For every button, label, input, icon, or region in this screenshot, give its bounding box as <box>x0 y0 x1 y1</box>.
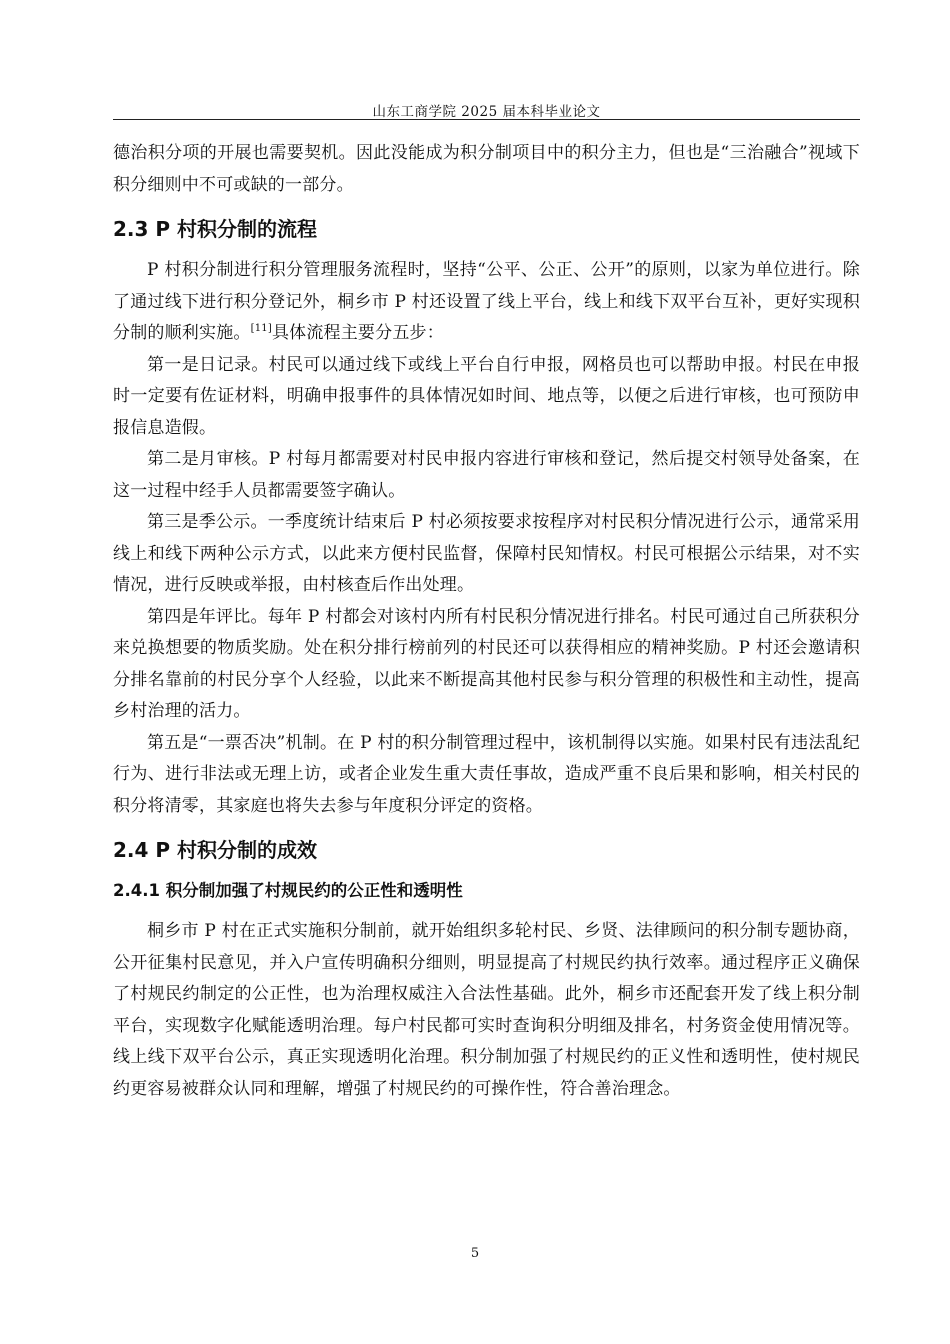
step-paragraph-5: 第五是“一票否决”机制。在 P 村的积分制管理过程中，该机制得以实施。如果村民有违法乱纪行为、进行非法或无理上访，或者企业发生重大责任事故，造成严重不良后果和影响，相关村民的积分将清零，其家庭也将失去参与年度积分评定的资格。 <box>113 732 860 816</box>
intro-text-end: 具体流程主要分五步： <box>271 323 444 343</box>
continuation-paragraph: 德治积分项的开展也需要契机。因此没能成为积分制项目中的积分主力，但也是“三治融合”视域下积分细则中不可或缺的一部分。 <box>113 143 860 195</box>
intro-text: P 村积分制进行积分管理服务流程时，坚持“公平、公正、公开”的原则，以家为单位进行。除了通过线下进行积分登记外，桐乡市 P 村还设置了线上平台，线上和线下双平台互补，更好实现积分制的顺利实施。 <box>113 260 860 343</box>
step-paragraph-1: 第一是日记录。村民可以通过线下或线上平台自行申报，网格员也可以帮助申报。村民在申报时一定要有佐证材料，明确申报事件的具体情况如时间、地点等，以便之后进行审核，也可预防申报信息造假。 <box>113 354 860 438</box>
section-heading-2-4: 2.4 P 村积分制的成效 <box>113 838 318 862</box>
header-rule <box>113 119 860 120</box>
step-paragraph-2: 第二是月审核。P 村每月都需要对村民申报内容进行审核和登记，然后提交村领导处备案，在这一过程中经手人员都需要签字确认。 <box>113 449 860 501</box>
subsection-paragraph: 桐乡市 P 村在正式实施积分制前，就开始组织多轮村民、乡贤、法律顾问的积分制专题协商，公开征集村民意见，并入户宣传明确积分细则，明显提高了村规民约执行效率。通过程序正义确保了村规民约制定的公正性，也为治理权威注入合法性基础。此外，桐乡市还配套开发了线上积分制平台，实现数字化赋能透明治理。每户村民都可实时查询积分明细及排名，村务资金使用情况等。线上线下双平台公示，真正实现透明化治理。积分制加强了村规民约的正义性和透明性，使村规民约更容易被群众认同和理解，增强了村规民约的可操作性，符合善治理念。 <box>113 921 860 1099</box>
page-number: 5 <box>470 1246 480 1261</box>
subsection-heading-2-4-1: 2.4.1 积分制加强了村规民约的公正性和透明性 <box>113 881 463 900</box>
section-heading-2-3: 2.3 P 村积分制的流程 <box>113 217 318 241</box>
body-content <box>113 138 860 1105</box>
intro-paragraph <box>113 255 860 350</box>
step-paragraph-3: 第三是季公示。一季度统计结束后 P 村必须按要求按程序对村民积分情况进行公示，通常采用线上和线下两种公示方式，以此来方便村民监督，保障村民知情权。村民可根据公示结果，对不实情况，进行反映或举报，由村核查后作出处理。 <box>113 512 860 595</box>
step-paragraph-4: 第四是年评比。每年 P 村都会对该村内所有村民积分情况进行排名。村民可通过自己所获积分来兑换想要的物质奖励。处在积分排行榜前列的村民还可以获得相应的精神奖励。P 村还会邀请积分排名靠前的村民分享个人经验，以此来不断提高其他村民参与积分管理的积极性和主动性，提高乡村治理的活力。 <box>113 606 860 721</box>
citation-marker: [11] <box>250 323 272 334</box>
running-header: 山东工商学院 2025 届本科毕业论文 <box>372 104 601 120</box>
